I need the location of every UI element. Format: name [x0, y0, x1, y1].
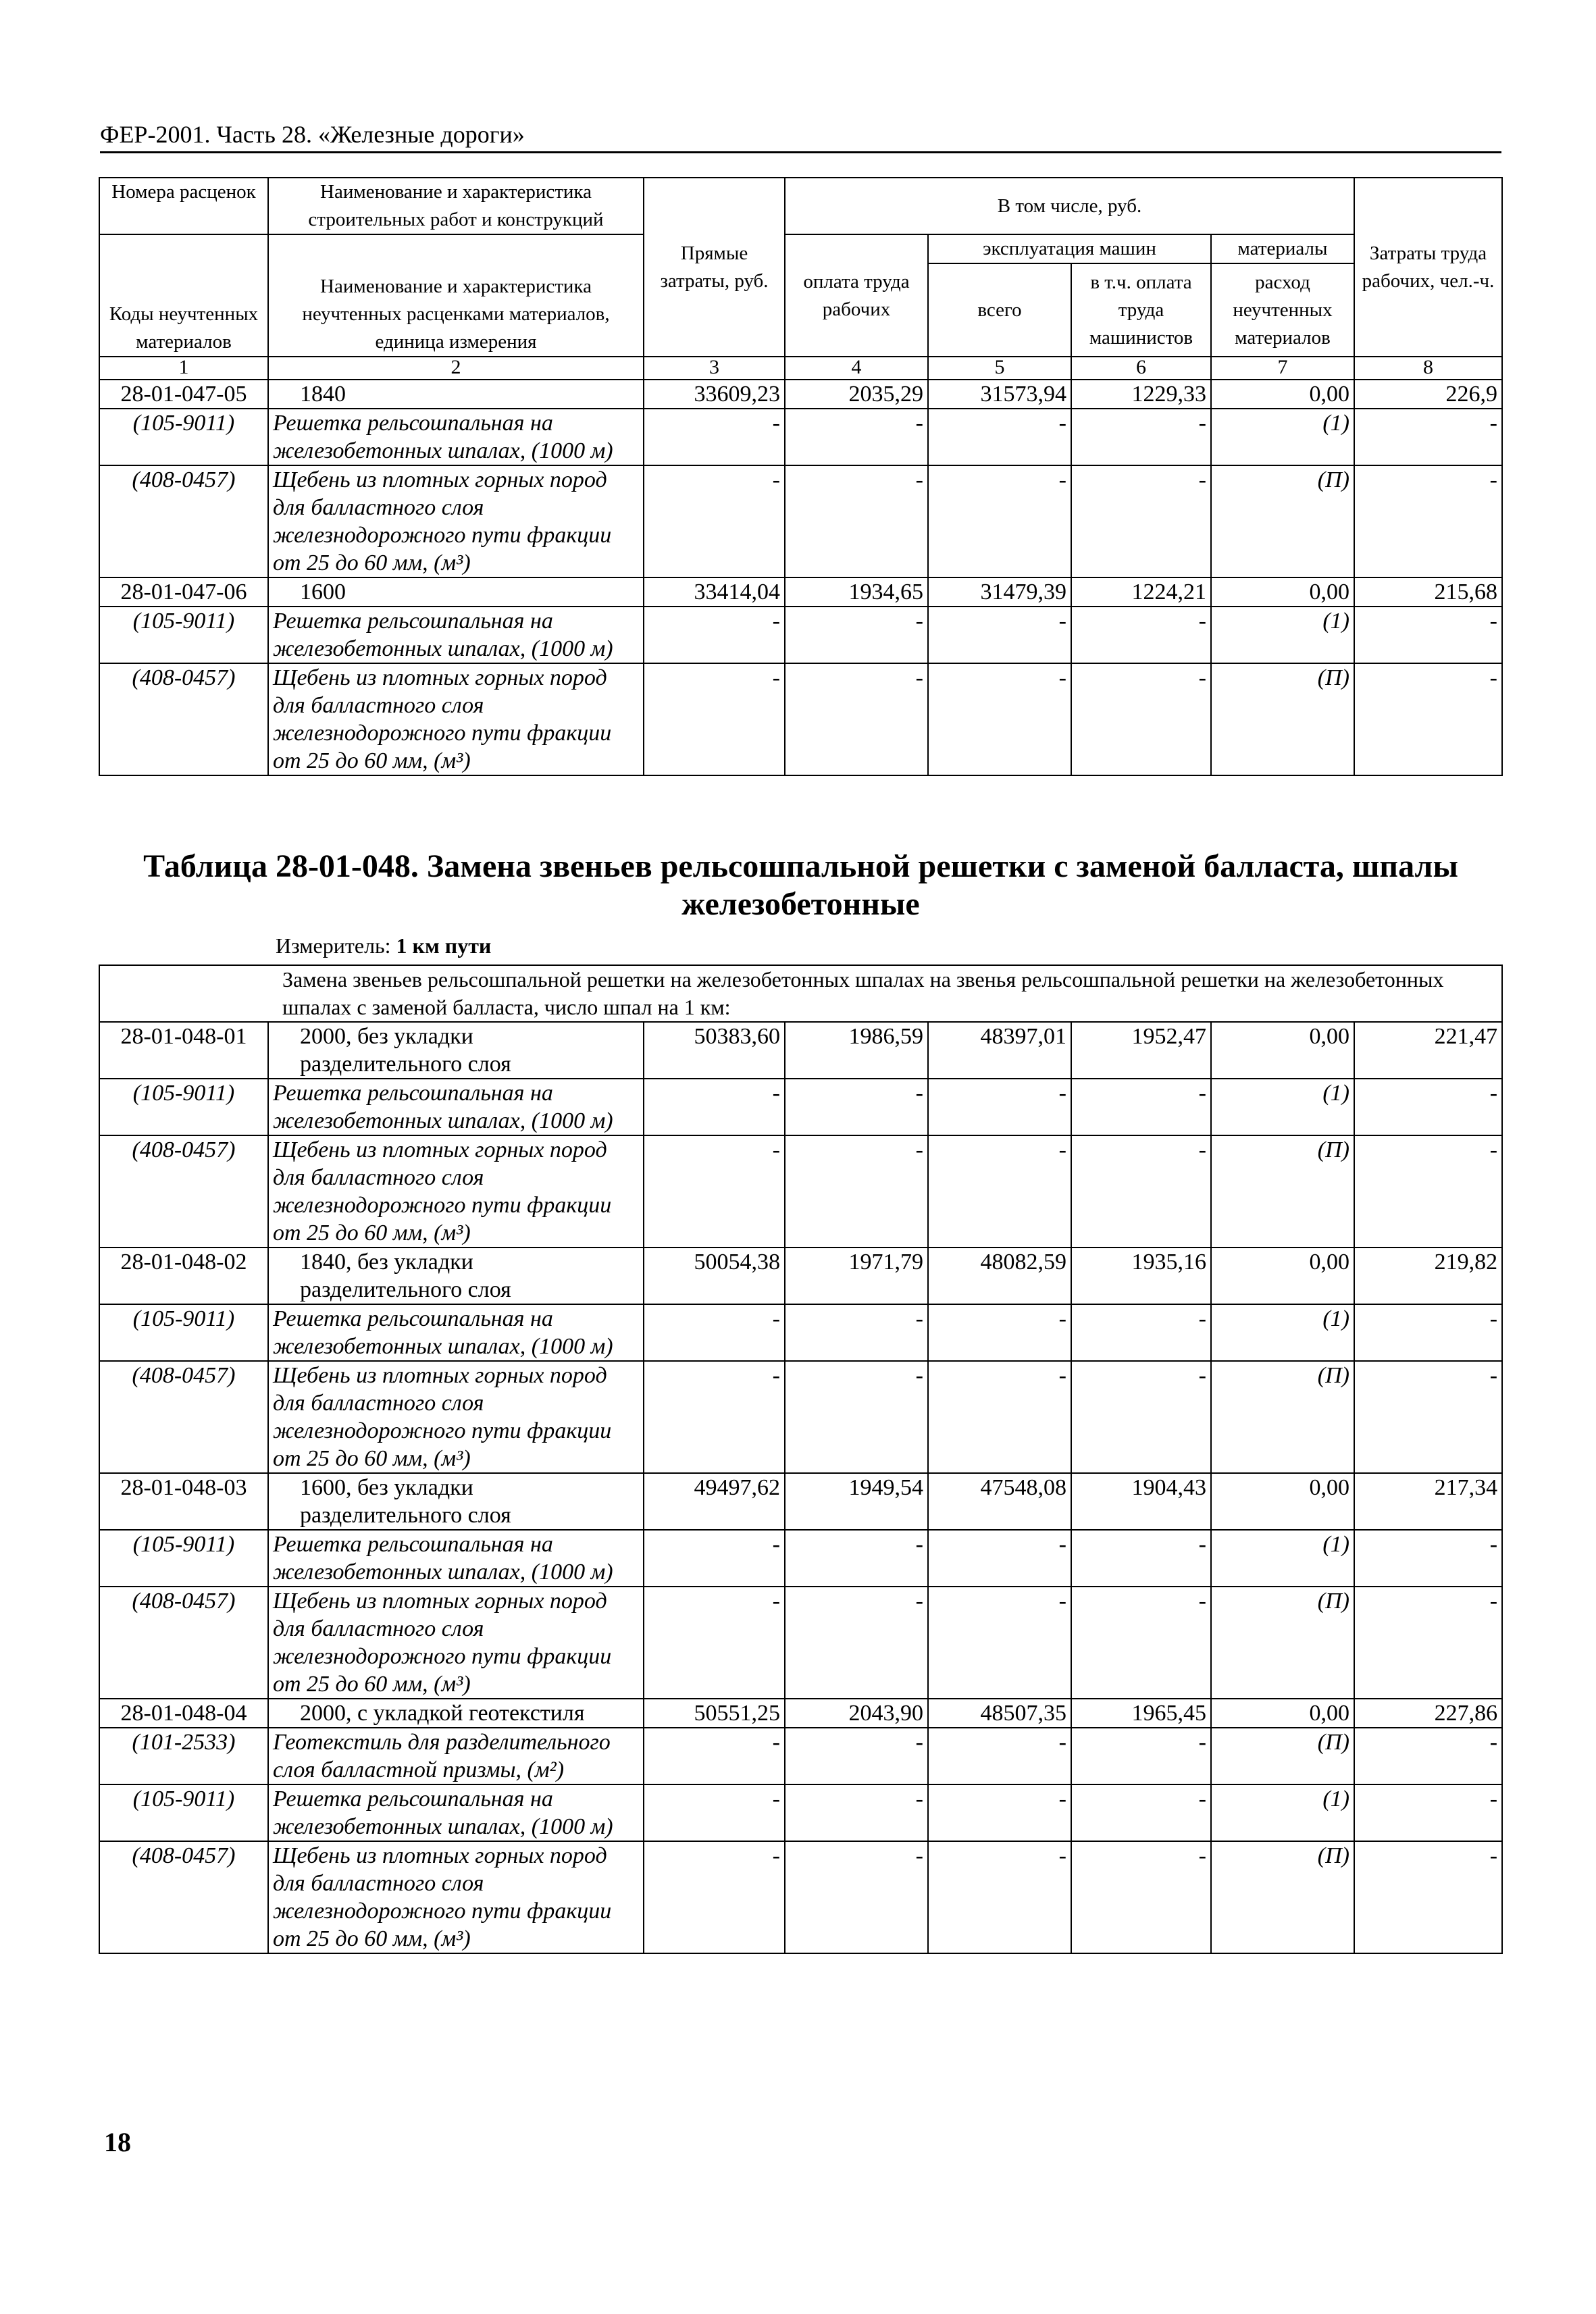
page-number: 18 — [104, 2127, 131, 2157]
rate-code: 28-01-047-05 — [99, 380, 268, 409]
column-number: 4 — [785, 357, 928, 380]
direct-cost: 33414,04 — [644, 577, 785, 607]
wages-cost: 1949,54 — [785, 1473, 928, 1530]
dash: - — [928, 409, 1071, 465]
material-name: Щебень из плотных горных пород для балластного слоя железнодорожного пути фракции от 25 до 60 мм, (м³) — [268, 1841, 644, 1953]
material-name: Решетка рельсошпальная на железобетонных шпалах, (1000 м) — [268, 1784, 644, 1841]
dash: - — [785, 607, 928, 663]
direct-cost: 50054,38 — [644, 1248, 785, 1304]
material-name: Щебень из плотных горных пород для балластного слоя железнодорожного пути фракции от 25 до 60 мм, (м³) — [268, 663, 644, 775]
dash: - — [1354, 1079, 1502, 1135]
dash: - — [928, 1728, 1071, 1784]
machine-wages-cost: 1229,33 — [1071, 380, 1211, 409]
dash: - — [785, 1784, 928, 1841]
labor-cost: 215,68 — [1354, 577, 1502, 607]
column-number: 1 — [99, 357, 268, 380]
dash: - — [785, 1587, 928, 1699]
dash: - — [1354, 663, 1502, 775]
group-header-row — [99, 965, 1502, 1022]
material-unit: (П) — [1211, 1841, 1354, 1953]
machines-cost: 31479,39 — [928, 577, 1071, 607]
material-code: (408-0457) — [99, 1135, 268, 1248]
dash: - — [644, 1728, 785, 1784]
material-code: (105-9011) — [99, 409, 268, 465]
material-row — [99, 1135, 1502, 1248]
wages-cost: 2043,90 — [785, 1699, 928, 1728]
machine-wages-cost: 1224,21 — [1071, 577, 1211, 607]
material-unit: (1) — [1211, 1784, 1354, 1841]
rates-table-047 — [99, 177, 1503, 776]
rate-row — [99, 577, 1502, 607]
dash: - — [1071, 1841, 1211, 1953]
material-code: (105-9011) — [99, 1079, 268, 1135]
dash: - — [785, 1728, 928, 1784]
material-code: (105-9011) — [99, 607, 268, 663]
machines-cost: 48507,35 — [928, 1699, 1071, 1728]
material-name: Решетка рельсошпальная на железобетонных шпалах, (1000 м) — [268, 409, 644, 465]
material-code: (408-0457) — [99, 1361, 268, 1473]
dash: - — [1354, 1587, 1502, 1699]
material-unit: (П) — [1211, 1728, 1354, 1784]
dash: - — [644, 1841, 785, 1953]
material-name: Щебень из плотных горных пород для балластного слоя железнодорожного пути фракции от 25 до 60 мм, (м³) — [268, 1587, 644, 1699]
dash: - — [1354, 1361, 1502, 1473]
dash: - — [644, 1135, 785, 1248]
machine-wages-cost: 1952,47 — [1071, 1022, 1211, 1079]
material-name: Решетка рельсошпальная на железобетонных шпалах, (1000 м) — [268, 1304, 644, 1361]
col-direct: Прямые затраты, руб. — [644, 178, 785, 357]
material-row — [99, 1079, 1502, 1135]
col-incl: В том числе, руб. — [785, 178, 1354, 234]
page-header-title: ФЕР-2001. Часть 28. «Железные дороги» — [100, 119, 1501, 153]
dash: - — [785, 663, 928, 775]
dash: - — [644, 1361, 785, 1473]
dash: - — [1071, 1135, 1211, 1248]
direct-cost: 49497,62 — [644, 1473, 785, 1530]
rate-code: 28-01-048-01 — [99, 1022, 268, 1079]
dash: - — [928, 1135, 1071, 1248]
dash: - — [1071, 1784, 1211, 1841]
rate-row — [99, 1022, 1502, 1079]
material-row — [99, 1728, 1502, 1784]
dash: - — [644, 1530, 785, 1587]
machines-cost: 48397,01 — [928, 1022, 1071, 1079]
material-unit: (П) — [1211, 663, 1354, 775]
material-code: (101-2533) — [99, 1728, 268, 1784]
direct-cost: 50551,25 — [644, 1699, 785, 1728]
machines-cost: 48082,59 — [928, 1248, 1071, 1304]
material-row — [99, 1304, 1502, 1361]
materials-cost: 0,00 — [1211, 1248, 1354, 1304]
dash: - — [785, 1079, 928, 1135]
col-code-top: Номера расценок — [99, 178, 268, 234]
material-name: Щебень из плотных горных пород для балластного слоя железнодорожного пути фракции от 25 до 60 мм, (м³) — [268, 1361, 644, 1473]
labor-cost: 221,47 — [1354, 1022, 1502, 1079]
materials-cost: 0,00 — [1211, 1699, 1354, 1728]
material-row — [99, 1784, 1502, 1841]
material-row — [99, 663, 1502, 775]
dash: - — [1354, 1135, 1502, 1248]
material-name: Щебень из плотных горных пород для балластного слоя железнодорожного пути фракции от 25 до 60 мм, (м³) — [268, 465, 644, 577]
rate-name: 2000, без укладки разделительного слоя — [268, 1022, 644, 1079]
dash: - — [785, 1530, 928, 1587]
material-row — [99, 465, 1502, 577]
dash: - — [644, 1079, 785, 1135]
col-mach-total: всего — [928, 263, 1071, 357]
dash: - — [1071, 1728, 1211, 1784]
materials-cost: 0,00 — [1211, 1473, 1354, 1530]
column-number: 6 — [1071, 357, 1211, 380]
material-code: (408-0457) — [99, 663, 268, 775]
rate-row — [99, 1248, 1502, 1304]
material-code: (105-9011) — [99, 1304, 268, 1361]
dash: - — [1071, 1361, 1211, 1473]
dash: - — [644, 465, 785, 577]
dash: - — [928, 1530, 1071, 1587]
material-row — [99, 1587, 1502, 1699]
materials-cost: 0,00 — [1211, 380, 1354, 409]
col-materials: материалы — [1211, 234, 1354, 263]
group-header: Замена звеньев рельсошпальной решетки на железобетонных шпалах на звенья рельсошпальной решетки на железобетонных шпалах с заменой балласта, число шпал на 1 км: — [99, 965, 1502, 1022]
material-unit: (П) — [1211, 1361, 1354, 1473]
dash: - — [1354, 1304, 1502, 1361]
dash: - — [785, 409, 928, 465]
direct-cost: 33609,23 — [644, 380, 785, 409]
material-unit: (1) — [1211, 1304, 1354, 1361]
col-labor: Затраты труда рабочих, чел.-ч. — [1354, 178, 1502, 357]
machine-wages-cost: 1904,43 — [1071, 1473, 1211, 1530]
material-name: Решетка рельсошпальная на железобетонных шпалах, (1000 м) — [268, 1530, 644, 1587]
material-row — [99, 1841, 1502, 1953]
col-mat-use: расход неучтенных материалов — [1211, 263, 1354, 357]
material-code: (408-0457) — [99, 1587, 268, 1699]
rate-row — [99, 1699, 1502, 1728]
dash: - — [785, 1304, 928, 1361]
dash: - — [928, 663, 1071, 775]
rate-code: 28-01-048-04 — [99, 1699, 268, 1728]
dash: - — [644, 409, 785, 465]
rate-row — [99, 1473, 1502, 1530]
materials-cost: 0,00 — [1211, 577, 1354, 607]
material-unit: (1) — [1211, 1079, 1354, 1135]
machines-cost: 31573,94 — [928, 380, 1071, 409]
material-unit: (П) — [1211, 1135, 1354, 1248]
column-numbers-row — [99, 357, 1502, 380]
rate-row — [99, 380, 1502, 409]
material-unit: (1) — [1211, 409, 1354, 465]
dash: - — [644, 1304, 785, 1361]
rate-name: 1600 — [268, 577, 644, 607]
header-row-1 — [99, 178, 1502, 234]
material-row — [99, 409, 1502, 465]
dash: - — [1071, 607, 1211, 663]
dash: - — [928, 1784, 1071, 1841]
dash: - — [644, 607, 785, 663]
column-number: 8 — [1354, 357, 1502, 380]
material-code: (105-9011) — [99, 1784, 268, 1841]
machine-wages-cost: 1935,16 — [1071, 1248, 1211, 1304]
labor-cost: 227,86 — [1354, 1699, 1502, 1728]
dash: - — [1071, 465, 1211, 577]
rate-name: 1840 — [268, 380, 644, 409]
rates-table-048 — [99, 965, 1503, 1954]
rate-code: 28-01-047-06 — [99, 577, 268, 607]
dash: - — [1071, 663, 1211, 775]
dash: - — [785, 465, 928, 577]
dash: - — [928, 1304, 1071, 1361]
dash: - — [1354, 1784, 1502, 1841]
dash: - — [1354, 1728, 1502, 1784]
material-code: (408-0457) — [99, 465, 268, 577]
material-unit: (П) — [1211, 1587, 1354, 1699]
col-name-bottom: Наименование и характеристика неучтенных расценками материалов, единица измерения — [268, 234, 644, 357]
column-number: 3 — [644, 357, 785, 380]
table-title: Таблица 28-01-048. Замена звеньев рельсошпальной решетки с заменой балласта, шпалы железобетонные — [143, 848, 1458, 922]
column-number: 2 — [268, 357, 644, 380]
labor-cost: 219,82 — [1354, 1248, 1502, 1304]
material-unit: (1) — [1211, 607, 1354, 663]
material-name: Щебень из плотных горных пород для балластного слоя железнодорожного пути фракции от 25 до 60 мм, (м³) — [268, 1135, 644, 1248]
column-number: 7 — [1211, 357, 1354, 380]
dash: - — [928, 1587, 1071, 1699]
measure-unit — [276, 932, 491, 959]
dash: - — [928, 1079, 1071, 1135]
dash: - — [644, 1587, 785, 1699]
rate-code: 28-01-048-03 — [99, 1473, 268, 1530]
material-code: (408-0457) — [99, 1841, 268, 1953]
dash: - — [644, 663, 785, 775]
material-name: Решетка рельсошпальная на железобетонных шпалах, (1000 м) — [268, 1079, 644, 1135]
dash: - — [785, 1135, 928, 1248]
dash: - — [1071, 409, 1211, 465]
dash: - — [928, 1841, 1071, 1953]
dash: - — [1354, 465, 1502, 577]
dash: - — [644, 1784, 785, 1841]
material-name: Геотекстиль для разделительного слоя балластной призмы, (м²) — [268, 1728, 644, 1784]
material-unit: (П) — [1211, 465, 1354, 577]
machines-cost: 47548,08 — [928, 1473, 1071, 1530]
col-machines: эксплуатация машин — [928, 234, 1211, 263]
dash: - — [1071, 1530, 1211, 1587]
dash: - — [1354, 1841, 1502, 1953]
material-name: Решетка рельсошпальная на железобетонных шпалах, (1000 м) — [268, 607, 644, 663]
material-row — [99, 1530, 1502, 1587]
materials-cost: 0,00 — [1211, 1022, 1354, 1079]
direct-cost: 50383,60 — [644, 1022, 785, 1079]
dash: - — [1354, 409, 1502, 465]
material-unit: (1) — [1211, 1530, 1354, 1587]
dash: - — [928, 1361, 1071, 1473]
wages-cost: 1986,59 — [785, 1022, 928, 1079]
labor-cost: 217,34 — [1354, 1473, 1502, 1530]
dash: - — [1071, 1304, 1211, 1361]
dash: - — [1354, 607, 1502, 663]
rate-name: 2000, с укладкой геотекстиля — [268, 1699, 644, 1728]
dash: - — [785, 1841, 928, 1953]
measure-label: Измеритель: — [276, 933, 391, 958]
dash: - — [1071, 1079, 1211, 1135]
dash: - — [1354, 1530, 1502, 1587]
rate-code: 28-01-048-02 — [99, 1248, 268, 1304]
col-name-top: Наименование и характеристика строительных работ и конструкций — [268, 178, 644, 234]
dash: - — [928, 465, 1071, 577]
col-code-bottom: Коды неучтенных материалов — [99, 234, 268, 357]
header-row-2 — [99, 234, 1502, 263]
dash: - — [1071, 1587, 1211, 1699]
col-wages: оплата труда рабочих — [785, 234, 928, 357]
column-number: 5 — [928, 357, 1071, 380]
rate-name: 1600, без укладки разделительного слоя — [268, 1473, 644, 1530]
dash: - — [785, 1361, 928, 1473]
wages-cost: 1934,65 — [785, 577, 928, 607]
labor-cost: 226,9 — [1354, 380, 1502, 409]
col-mach-wages: в т.ч. оплата труда машинистов — [1071, 263, 1211, 357]
material-row — [99, 1361, 1502, 1473]
wages-cost: 2035,29 — [785, 380, 928, 409]
wages-cost: 1971,79 — [785, 1248, 928, 1304]
measure-value: 1 км пути — [396, 933, 492, 958]
material-code: (105-9011) — [99, 1530, 268, 1587]
material-row — [99, 607, 1502, 663]
rate-name: 1840, без укладки разделительного слоя — [268, 1248, 644, 1304]
dash: - — [928, 607, 1071, 663]
machine-wages-cost: 1965,45 — [1071, 1699, 1211, 1728]
